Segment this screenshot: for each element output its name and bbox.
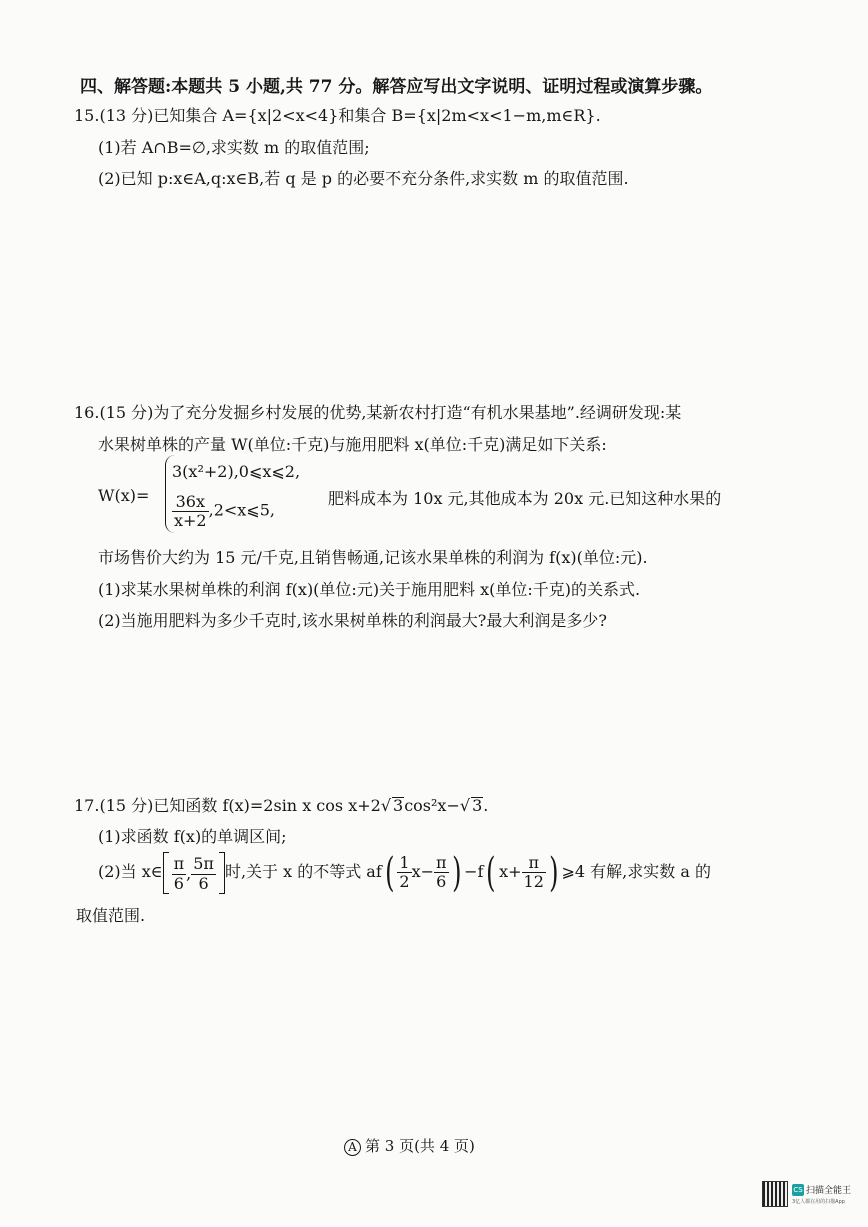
q16-line4: 市场售价大约为 15 元/千克,且销售畅通,记该水果单株的利润为 f(x)(单位:元). (98, 548, 648, 567)
q16-case1: 3(x²+2),0⩽x⩽2, (172, 462, 301, 481)
version-circle-badge: A (344, 1139, 361, 1156)
q15-and: 和集合 (338, 106, 387, 125)
q17-pi-over-6-num: π (436, 853, 447, 873)
q17-arg2-a: x+ (499, 862, 522, 881)
q17-radicand-1: 3 (393, 796, 404, 815)
scanner-logo-icon: CS (793, 1186, 803, 1194)
q16-part2: (2)当施用肥料为多少千克时,该水果树单株的利润最大?最大利润是多少? (98, 611, 607, 630)
q17-interval-comma: , (186, 863, 192, 883)
q17-pi-over-6-den: 6 (436, 872, 447, 891)
section-title: 四、解答题:本题共 5 小题,共 77 分。解答应写出文字说明、证明过程或演算步骤。 (80, 77, 713, 97)
q17-half-den: 2 (399, 872, 410, 891)
q17-arg1-mid: x− (411, 862, 435, 881)
q15-set-b: B={x|2m<x<1−m,m∈R}. (391, 106, 601, 125)
q15-stem (74, 103, 601, 126)
q17-interval-left-num: π (173, 854, 185, 874)
q16-function-lhs: W(x)= (98, 486, 150, 505)
q16-line1: 16.(15 分)为了充分发掘乡村发展的优势,某新农村打造“有机水果基地”.经调研发现:某 (74, 403, 682, 422)
q17-paren-open-2: ( (486, 849, 496, 896)
q17-stem (74, 793, 488, 816)
q17-head: 17.(15 分)已知函数 f(x)=2sin x cos x+2 (74, 796, 381, 815)
q17-paren-open-1: ( (384, 849, 395, 896)
q17-pi-over-12 (522, 854, 546, 890)
q16-line2: 水果树单株的产量 W(单位:千克)与施用肥料 x(单位:千克)满足如下关系: (98, 435, 607, 454)
q17-paren-close-2: ) (548, 849, 559, 896)
q17-interval-left (172, 855, 187, 893)
q15-part2: (2)已知 p:x∈A,q:x∈B,若 q 是 p 的必要不充分条件,求实数 m 的取值范围. (98, 169, 629, 188)
q17-part2-a: (2)当 x∈ (98, 862, 163, 881)
q17-interval-right (191, 855, 216, 893)
q15-set-a: A={x|2<x<4} (222, 106, 339, 125)
q17-end: . (483, 796, 489, 815)
q16-case2-numerator: 36x (172, 493, 209, 512)
q17-part2-d: 取值范围. (76, 906, 146, 925)
q16-part1: (1)求某水果树单株的利润 f(x)(单位:元)关于施用肥料 x(单位:千克)的关系式. (98, 580, 641, 599)
page-number: 第 3 页(共 4 页) (365, 1137, 475, 1155)
q17-pi-over-12-den: 12 (523, 872, 544, 891)
qr-code-icon (762, 1181, 788, 1207)
q17-interval-right-den: 6 (198, 873, 209, 893)
q15-head: 15.(13 分)已知集合 (74, 106, 218, 125)
scanner-app-tagline: 3亿人都在用的扫描App (792, 1199, 845, 1205)
q17-half (397, 854, 411, 890)
q17-mid: cos²x− (404, 796, 460, 815)
scanner-app-name: 扫描全能王 (806, 1186, 852, 1196)
q17-radical-2: √ 3 (459, 796, 483, 815)
q16-cost-text: 肥料成本为 10x 元,其他成本为 20x 元.已知这种水果的 (328, 489, 722, 508)
q17-interval-right-num: 5π (193, 854, 214, 874)
page-footer (344, 1135, 475, 1156)
q17-half-num: 1 (399, 853, 410, 873)
q17-minus-f: −f (464, 862, 484, 881)
q16-case2-fraction (172, 493, 209, 529)
q15-part1: (1)若 A∩B=∅,求实数 m 的取值范围; (98, 138, 370, 157)
q17-paren-close-1: ) (451, 849, 462, 896)
q17-part1: (1)求函数 f(x)的单调区间; (98, 827, 287, 846)
q17-interval (163, 852, 225, 894)
q16-case2 (172, 493, 275, 529)
q16-case2-condition: ,2<x⩽5, (208, 500, 275, 520)
q17-part2-c: ⩾4 有解,求实数 a 的 (561, 862, 711, 881)
q17-pi-over-6 (434, 854, 449, 890)
q17-radicand-2: 3 (472, 796, 483, 815)
q17-radical-1: √ 3 (380, 796, 404, 815)
q17-interval-left-den: 6 (173, 873, 184, 893)
q16-case2-denominator: x+2 (174, 510, 207, 530)
q17-part2 (98, 850, 711, 894)
q17-pi-over-12-num: π (522, 854, 546, 873)
q17-part2-b: 时,关于 x 的不等式 af (224, 862, 382, 881)
